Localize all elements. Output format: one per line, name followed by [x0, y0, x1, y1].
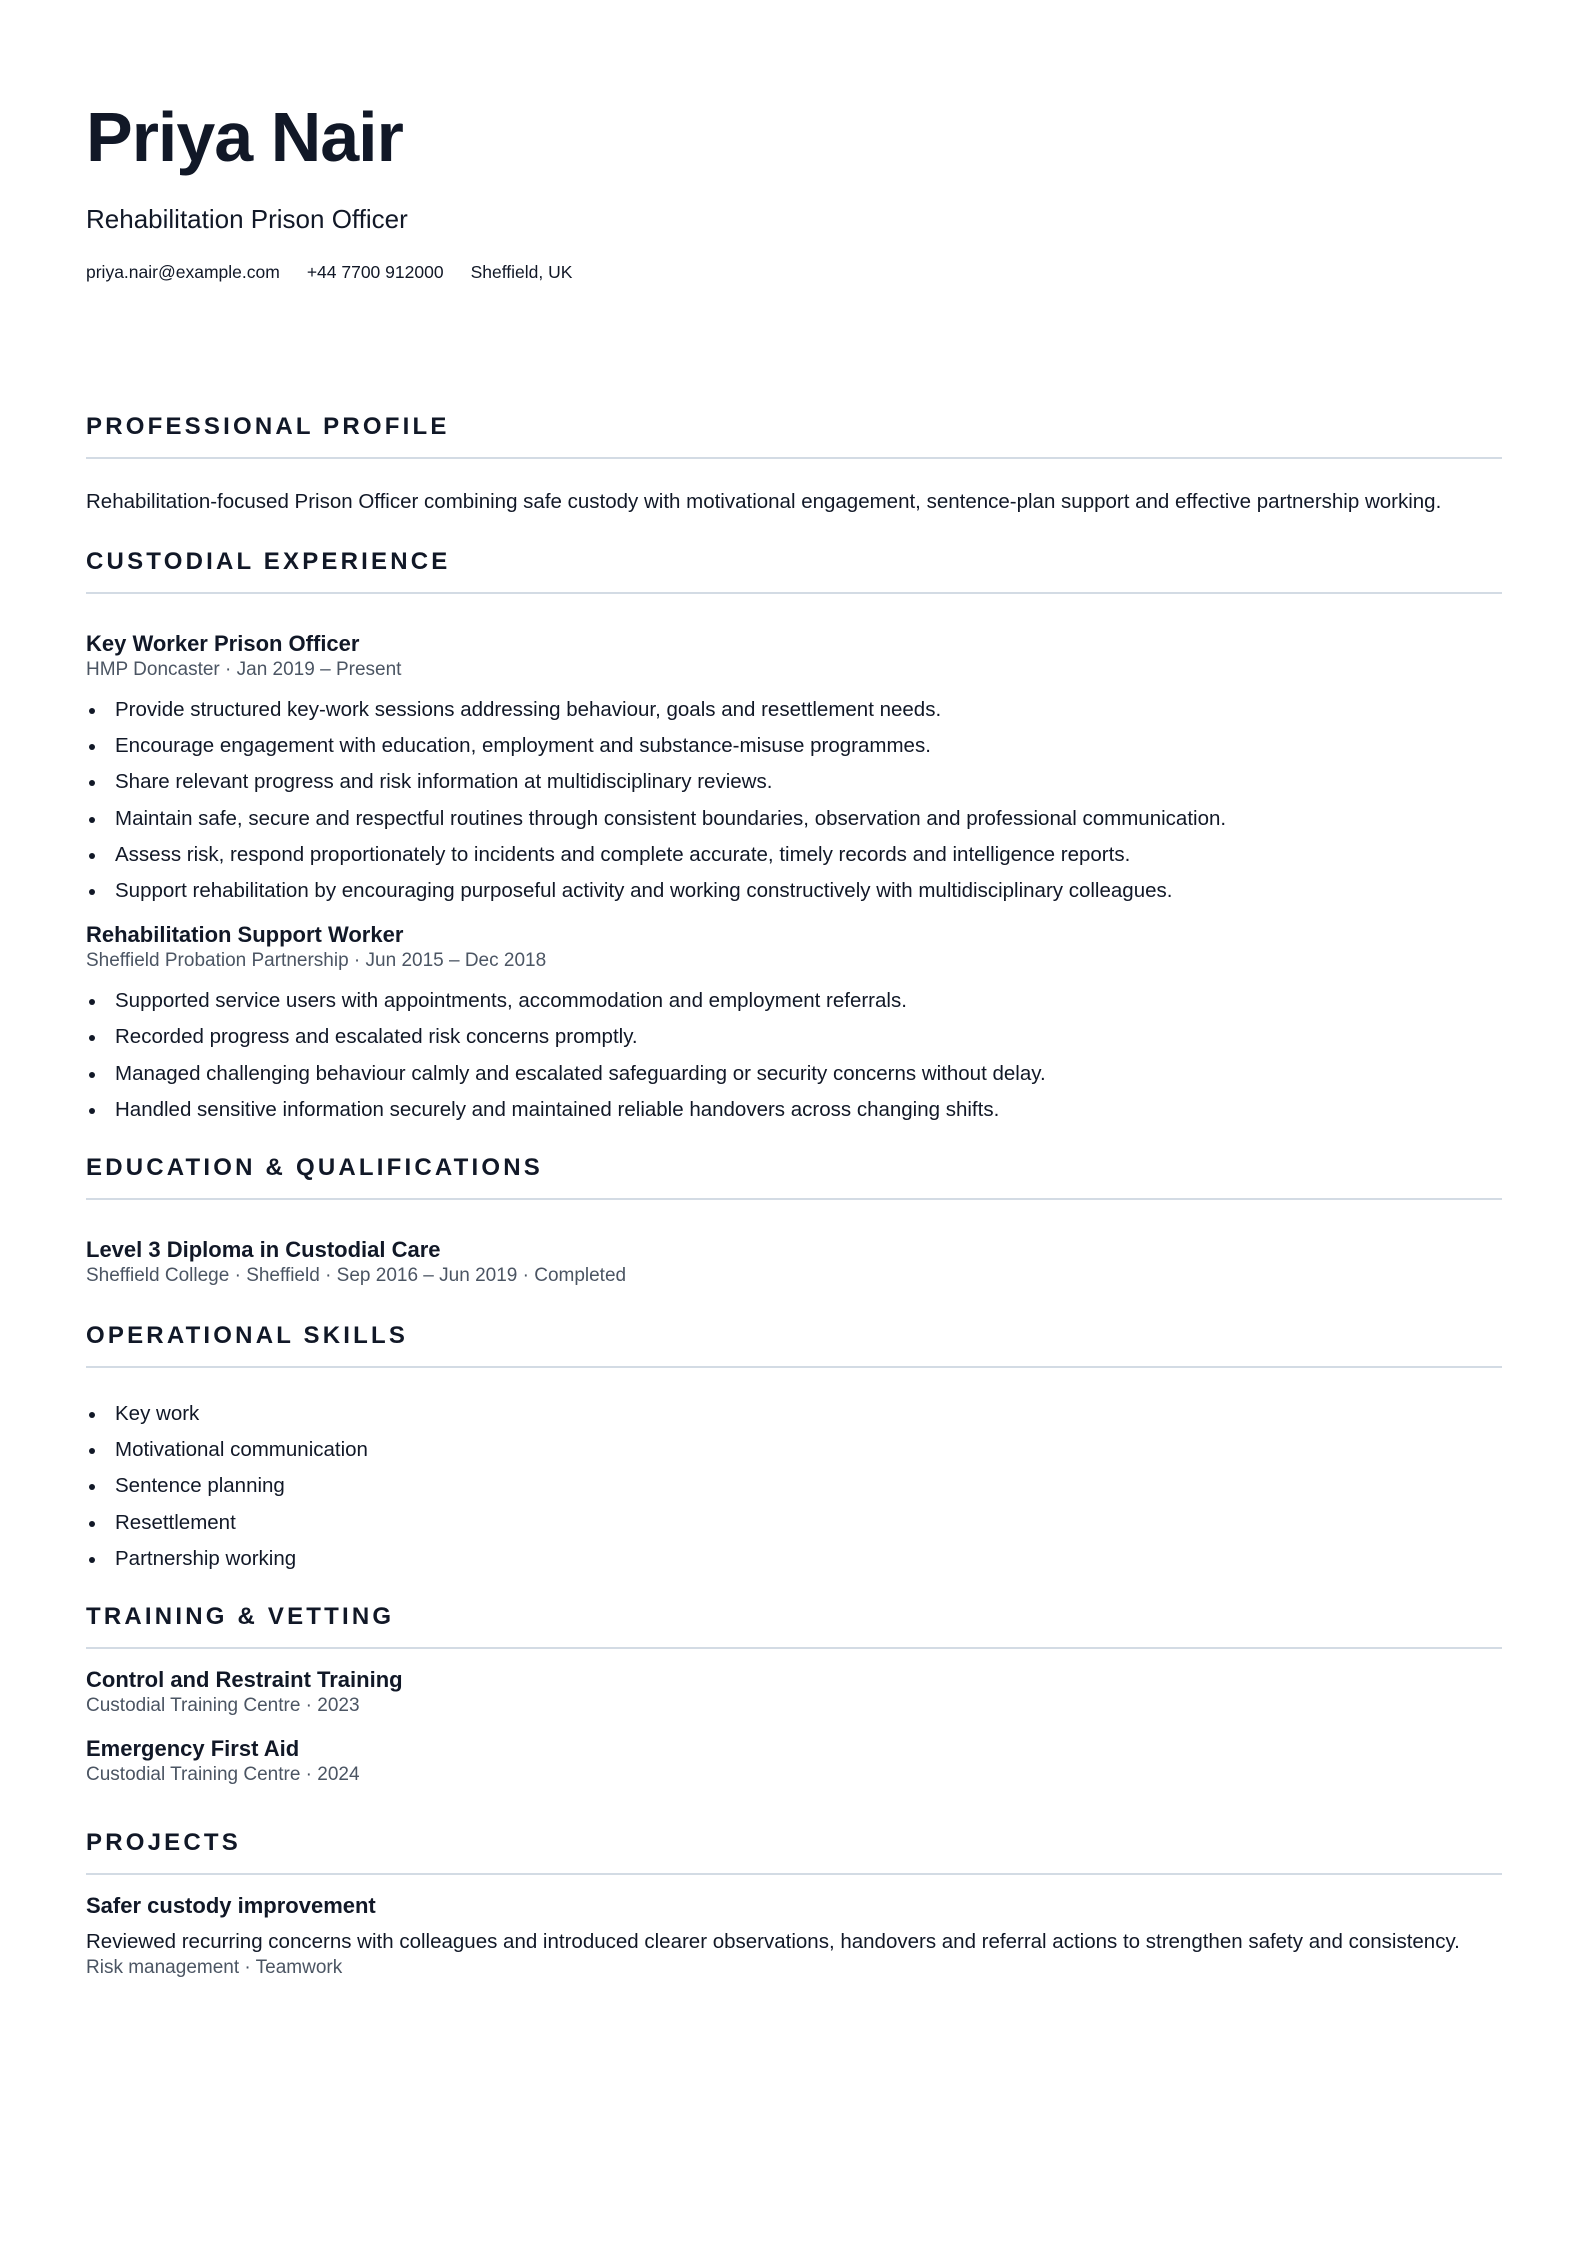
list-item: Managed challenging behaviour calmly and escalated safeguarding or security concerns without delay.: [86, 1056, 1502, 1092]
training-entry: [86, 1735, 1502, 1787]
section-heading: CUSTODIAL EXPERIENCE: [86, 548, 1502, 594]
list-item: Key work: [86, 1396, 1502, 1432]
list-item: Assess risk, respond proportionately to incidents and complete accurate, timely records and intelligence reports.: [86, 837, 1502, 873]
list-item: Provide structured key-work sessions addressing behaviour, goals and resettlement needs.: [86, 692, 1502, 728]
list-item: Encourage engagement with education, employment and substance-misuse programmes.: [86, 728, 1502, 764]
contact-location: Sheffield, UK: [470, 262, 573, 282]
section-heading: EDUCATION & QUALIFICATIONS: [86, 1154, 1502, 1200]
contact-email: priya.nair@example.com: [86, 262, 280, 282]
job-entry: [86, 630, 1502, 909]
job-meta: Sheffield Probation Partnership · Jun 2015 – Dec 2018: [86, 950, 547, 972]
project-tags: Risk management · Teamwork: [86, 1957, 343, 1979]
education-title: Level 3 Diploma in Custodial Care: [86, 1237, 441, 1263]
section-profile: [86, 413, 1502, 516]
training-title: Emergency First Aid: [86, 1736, 300, 1762]
list-item: Motivational communication: [86, 1432, 1502, 1468]
job-title: Rehabilitation Support Worker: [86, 922, 404, 948]
education-entry: [86, 1236, 1502, 1288]
project-description: Reviewed recurring concerns with colleagues and introduced clearer observations, handovers and referral actions to strengthen safety and consistency.: [86, 1930, 1460, 1954]
section-heading: PROJECTS: [86, 1829, 1502, 1875]
section-heading: PROFESSIONAL PROFILE: [86, 413, 1502, 459]
section-skills: [86, 1322, 1502, 1577]
list-item: Supported service users with appointments, accommodation and employment referrals.: [86, 983, 1502, 1019]
contact-line: [86, 262, 1502, 283]
job-bullets: [86, 983, 1502, 1128]
candidate-name: Priya Nair: [86, 98, 403, 176]
job-title: Key Worker Prison Officer: [86, 631, 360, 656]
list-item: Support rehabilitation by encouraging purposeful activity and working constructively with multidisciplinary colleagues.: [86, 873, 1502, 909]
job-bullets: [86, 692, 1502, 909]
list-item: Handled sensitive information securely and maintained reliable handovers across changing shifts.: [86, 1092, 1502, 1128]
list-item: Maintain safe, secure and respectful routines through consistent boundaries, observation and professional communication.: [86, 801, 1502, 837]
project-title: Safer custody improvement: [86, 1893, 376, 1919]
section-experience: [86, 548, 1502, 1128]
training-meta: Custodial Training Centre · 2024: [86, 1764, 360, 1786]
skills-list: [86, 1396, 1502, 1577]
section-heading: TRAINING & VETTING: [86, 1603, 1502, 1649]
list-item: Share relevant progress and risk information at multidisciplinary reviews.: [86, 764, 1502, 800]
job-meta: HMP Doncaster · Jan 2019 – Present: [86, 659, 402, 680]
list-item: Recorded progress and escalated risk concerns promptly.: [86, 1019, 1502, 1055]
contact-phone: +44 7700 912000: [306, 262, 444, 282]
job-entry: [86, 921, 1502, 1128]
section-education: [86, 1154, 1502, 1288]
list-item: Resettlement: [86, 1505, 1502, 1541]
section-heading: OPERATIONAL SKILLS: [86, 1322, 1502, 1368]
training-meta: Custodial Training Centre · 2023: [86, 1695, 360, 1717]
training-title: Control and Restraint Training: [86, 1667, 403, 1693]
candidate-title: Rehabilitation Prison Officer: [86, 204, 408, 234]
list-item: Partnership working: [86, 1541, 1502, 1577]
resume-header: [86, 98, 1502, 283]
project-entry: [86, 1892, 1502, 1980]
training-entry: [86, 1666, 1502, 1718]
section-training: [86, 1603, 1502, 1787]
section-projects: [86, 1829, 1502, 1980]
list-item: Sentence planning: [86, 1468, 1502, 1504]
profile-text: Rehabilitation-focused Prison Officer combining safe custody with motivational engagement, sentence-plan support and effective partnership working.: [86, 490, 1442, 513]
education-meta: Sheffield College · Sheffield · Sep 2016 – Jun 2019 · Completed: [86, 1265, 627, 1287]
